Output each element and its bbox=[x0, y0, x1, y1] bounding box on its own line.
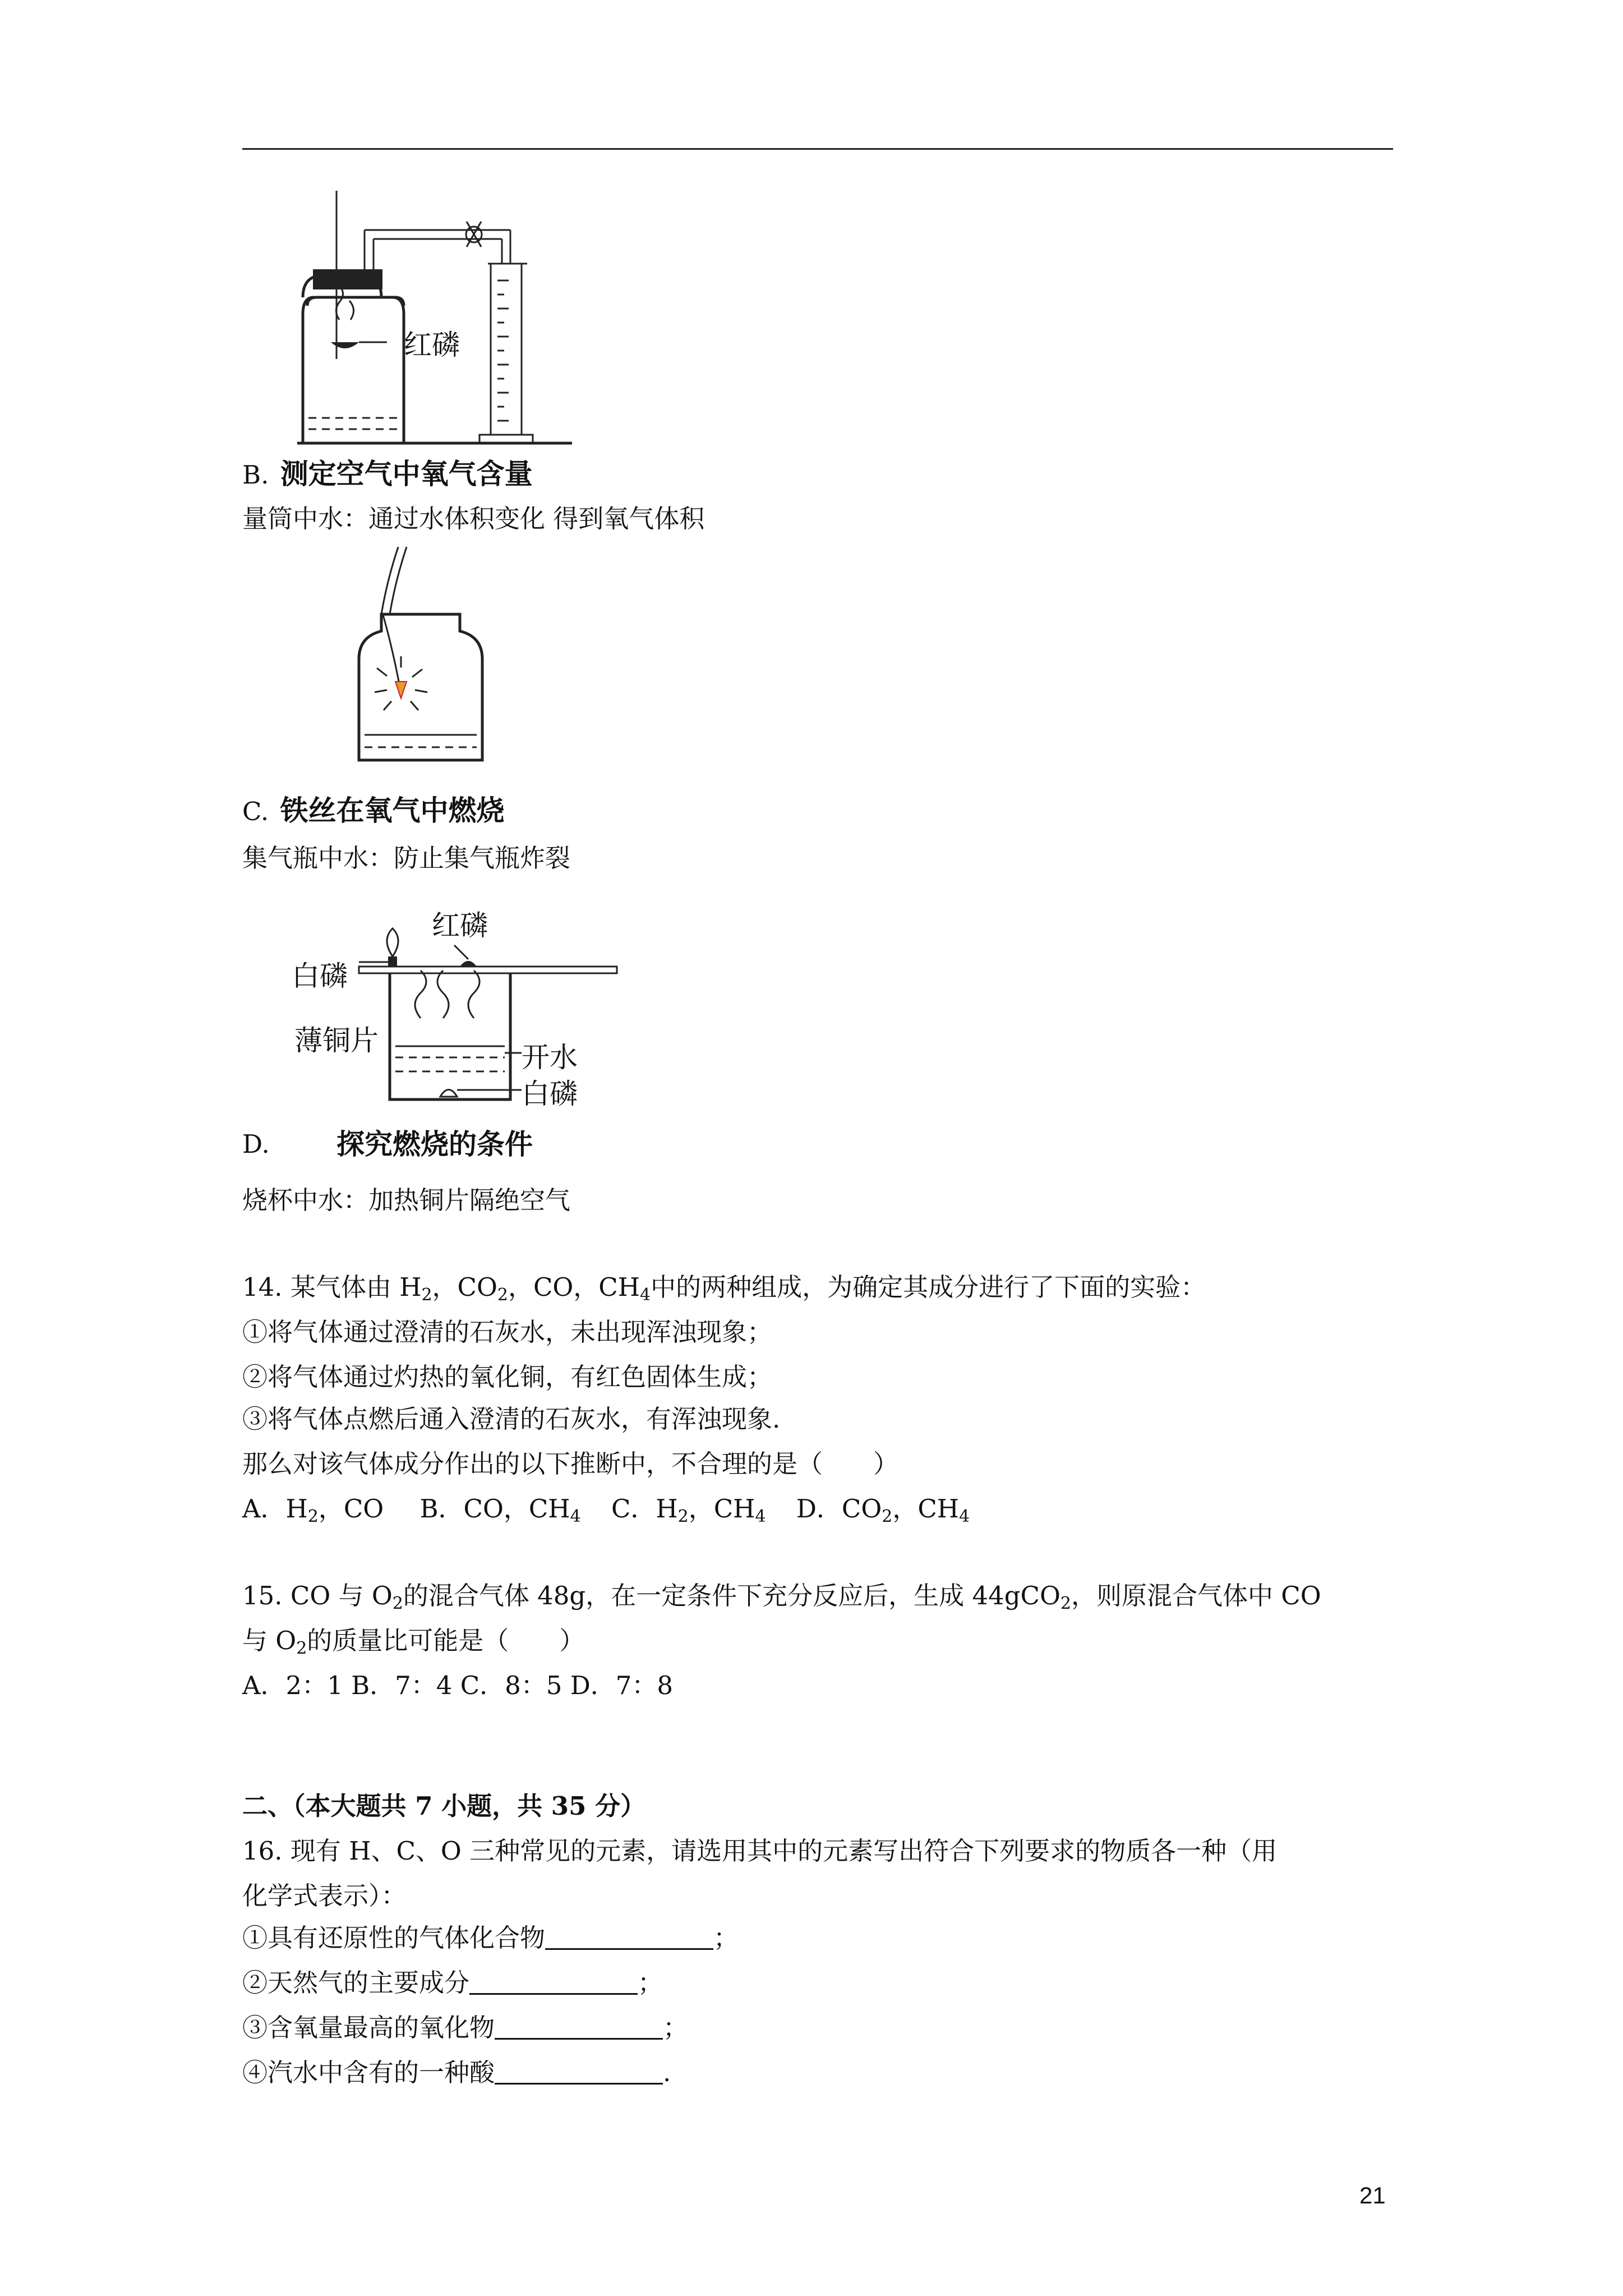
q14-stem bbox=[242, 1271, 1206, 1304]
q16-item-4-end: . bbox=[663, 2058, 671, 2087]
figure-c-apparatus bbox=[348, 547, 538, 783]
figure-d-label-white-phosphorus-bottom: 白磷 bbox=[522, 1078, 578, 1110]
q14-options bbox=[242, 1492, 970, 1526]
q16-number: 16. bbox=[242, 1836, 283, 1866]
q14-option-a-post: ，CO bbox=[318, 1494, 384, 1524]
figure-d-note: 烧杯中水：加热铜片隔绝空气 bbox=[242, 1185, 571, 1215]
q14-option-d-pre: D．CO bbox=[796, 1494, 882, 1524]
q14-sub-co2: 2 bbox=[497, 1285, 508, 1305]
q14-question: 那么对该气体成分作出的以下推断中，不合理的是（ ） bbox=[242, 1449, 899, 1479]
q14-number: 14. bbox=[242, 1272, 283, 1302]
q16-item-2-blank[interactable] bbox=[469, 1968, 638, 1995]
figure-b-caption-line bbox=[242, 457, 533, 492]
q14-option-c-pre: C．H bbox=[611, 1494, 678, 1524]
q15-stem-line1 bbox=[242, 1579, 1321, 1613]
q14-step-1: ①将气体通过澄清的石灰水，未出现浑浊现象； bbox=[242, 1317, 773, 1347]
q14-option-d-mid: ，CH bbox=[892, 1494, 960, 1524]
q16-item-4-text: ④汽水中含有的一种酸 bbox=[242, 2058, 495, 2087]
q16-item-2-text: ②天然气的主要成分 bbox=[242, 1968, 470, 1998]
q14-stem-c: ，CO，CH bbox=[508, 1272, 640, 1302]
q14-option-b bbox=[419, 1494, 580, 1524]
q14-option-c-sub4: 4 bbox=[755, 1507, 766, 1526]
q16-item-3-text: ③含氧量最高的氧化物 bbox=[242, 2013, 495, 2042]
q14-sub-h2: 2 bbox=[421, 1285, 432, 1305]
q14-option-a-pre: A．H bbox=[242, 1494, 308, 1524]
figure-d-option-letter: D. bbox=[242, 1129, 270, 1159]
q15-line1-b: 的混合气体 48g，在一定条件下充分反应后，生成 44gCO bbox=[403, 1581, 1061, 1611]
q14-option-c-mid: ，CH bbox=[688, 1494, 755, 1524]
figure-d-caption: 探究燃烧的条件 bbox=[336, 1128, 533, 1161]
q14-step-3: ③将气体点燃后通入澄清的石灰水，有浑浊现象. bbox=[242, 1404, 781, 1434]
figure-b-option-letter: B. bbox=[242, 460, 269, 490]
q16-item-2 bbox=[242, 1966, 663, 2000]
figure-b-note: 量筒中水：通过水体积变化 得到氧气体积 bbox=[242, 504, 705, 533]
figure-d-label-red-phosphorus: 红磷 bbox=[432, 909, 488, 942]
q14-option-a-sub: 2 bbox=[307, 1507, 319, 1526]
q14-option-b-sub: 4 bbox=[570, 1507, 581, 1526]
q15-line2-sub-o2: 2 bbox=[296, 1639, 307, 1658]
figure-d-label-boiling-water: 开水 bbox=[522, 1041, 578, 1074]
q14-option-a bbox=[242, 1494, 384, 1524]
figure-d-apparatus bbox=[359, 906, 673, 1119]
q14-option-d-sub2: 2 bbox=[882, 1507, 893, 1526]
q14-option-d bbox=[796, 1494, 970, 1524]
q14-sub-ch4: 4 bbox=[639, 1285, 651, 1305]
q15-sub-co2: 2 bbox=[1060, 1594, 1071, 1613]
q16-stem-line1 bbox=[242, 1834, 1277, 1868]
q15-stem-line2 bbox=[242, 1624, 584, 1658]
figure-c-option-letter: C. bbox=[242, 797, 269, 826]
q16-item-1-blank[interactable] bbox=[545, 1924, 713, 1950]
q14-option-b-pre: B．CO，CH bbox=[419, 1494, 570, 1524]
figure-c-caption-line bbox=[242, 794, 504, 829]
figure-d-label-copper-sheet: 薄铜片 bbox=[294, 1024, 379, 1057]
q16-item-1-text: ①具有还原性的气体化合物 bbox=[242, 1923, 546, 1953]
q14-stem-b: ，CO bbox=[432, 1272, 497, 1302]
q16-item-3-end: ； bbox=[663, 2013, 689, 2042]
q16-item-3-blank[interactable] bbox=[495, 2013, 663, 2040]
q14-option-c bbox=[611, 1494, 766, 1524]
section-2-heading: 二、（本大题共 7 小题，共 35 分） bbox=[242, 1791, 646, 1821]
q15-line1-a: CO 与 O bbox=[290, 1581, 393, 1611]
figure-d-label-white-phosphorus-top: 白磷 bbox=[292, 960, 348, 992]
q16-item-4-blank[interactable] bbox=[495, 2058, 663, 2085]
q14-step-2: ②将气体通过灼热的氧化铜，有红色固体生成； bbox=[242, 1362, 773, 1392]
q15-line2-b: 的质量比可能是（ ） bbox=[307, 1626, 585, 1655]
figure-c-note: 集气瓶中水：防止集气瓶炸裂 bbox=[242, 843, 571, 873]
q14-option-c-sub2: 2 bbox=[677, 1507, 689, 1526]
figure-b-label-red-phosphorus: 红磷 bbox=[404, 329, 460, 361]
page-number: 21 bbox=[1359, 2182, 1386, 2208]
q16-item-1-end: ； bbox=[713, 1923, 739, 1953]
figure-b-caption: 测定空气中氧气含量 bbox=[280, 458, 533, 490]
q14-stem-d: 中的两种组成，为确定其成分进行了下面的实验： bbox=[651, 1272, 1206, 1302]
q14-stem-a: 某气体由 H bbox=[290, 1272, 422, 1302]
figure-c-caption: 铁丝在氧气中燃烧 bbox=[280, 794, 505, 827]
q16-line1: 现有 H、C、O 三种常见的元素，请选用其中的元素写出符合下列要求的物质各一种（用 bbox=[290, 1836, 1278, 1866]
q15-sub-o2: 2 bbox=[392, 1594, 403, 1613]
q15-line2-a: 与 O bbox=[242, 1626, 297, 1655]
q14-option-d-sub4: 4 bbox=[959, 1507, 970, 1526]
q15-options: A．2：1 B．7：4 C．8：5 D．7：8 bbox=[242, 1671, 674, 1700]
figure-b-apparatus bbox=[247, 191, 583, 449]
q16-item-1 bbox=[242, 1921, 739, 1955]
q15-number: 15. bbox=[242, 1581, 283, 1611]
q16-stem-line2: 化学式表示）： bbox=[242, 1881, 407, 1911]
q15-line1-c: ，则原混合气体中 CO bbox=[1071, 1581, 1321, 1611]
q16-item-2-end: ； bbox=[638, 1968, 663, 1998]
q16-item-4 bbox=[242, 2056, 671, 2090]
header-rule bbox=[242, 148, 1393, 150]
q16-item-3 bbox=[242, 2011, 688, 2045]
